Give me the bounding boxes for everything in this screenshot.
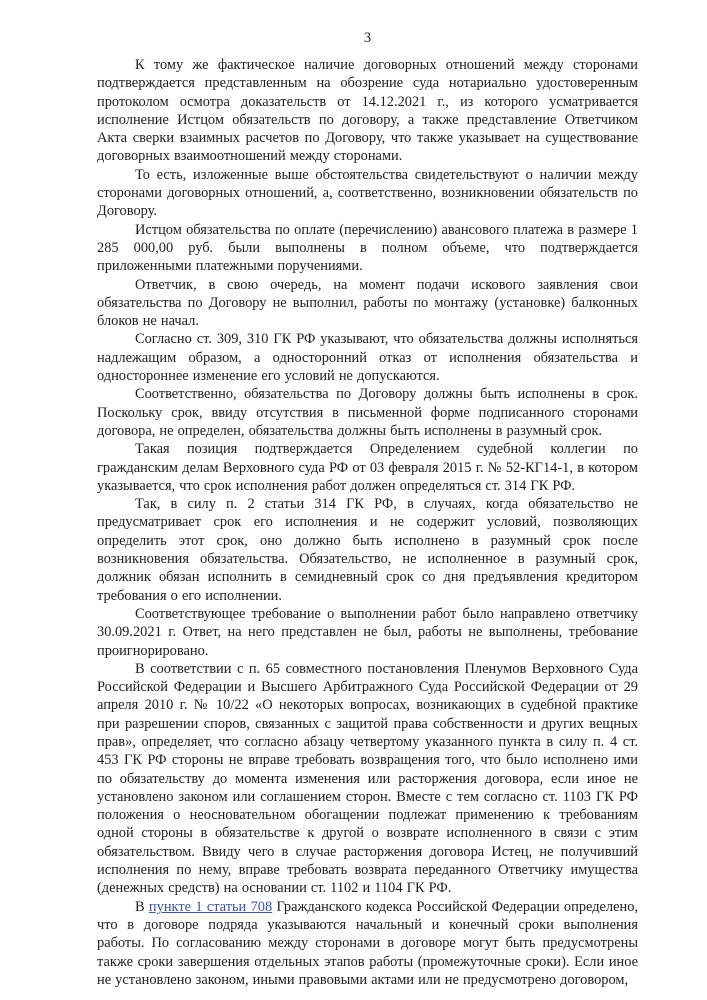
- paragraph: [97, 276, 638, 331]
- paragraph: [97, 440, 638, 495]
- paragraph-text: Так, в силу п. 2 статьи 314 ГК РФ, в случаях, когда обязательство не предусматривает срок его исполнения и не содержит условий, позволяющих определить этот срок, оно должно быть исполнено в разумный срок после возникновения обязательства. Обязательство, не исполненное в разумный срок, должник обязан исполнить в семидневный срок со дня предъявления кредитором требования о его исполнении.: [97, 496, 638, 604]
- paragraph-text: Гражданского кодекса Российской Федерации определено, что в договоре подряда указываются начальный и конечный сроки выполнения работы. По согласованию между сторонами в договоре могут быть предусмотрены также сроки завершения отдельных этапов работы (промежуточные сроки). Если иное не установлено законом, иными правовыми актами или не предусмотрено договором,: [97, 898, 638, 988]
- document-body: [97, 56, 638, 989]
- paragraph: [97, 221, 638, 276]
- paragraph-text: Истцом обязательства по оплате (перечислению) авансового платежа в размере 1 285 000,00 руб. были выполнены в полном объеме, что подтверждается приложенными платежными поручениями.: [97, 221, 638, 275]
- page-number: 3: [363, 30, 372, 46]
- paragraph-text: Такая позиция подтверждается Определением судебной коллегии по гражданским делам Верховного суда РФ от 03 февраля 2015 г. № 52-КГ14-1, в котором указывается, что срок исполнения работ должен определяться ст. 314 ГК РФ.: [97, 441, 638, 494]
- paragraph-text: Соответственно, обязательства по Договору должны быть исполнены в срок. Поскольку срок, ввиду отсутствия в письменной форме подписанного сторонами договора, не определен, обязательства должны быть исполнены в разумный срок.: [97, 386, 638, 439]
- paragraph-text: В: [135, 898, 149, 915]
- paragraph-text: То есть, изложенные выше обстоятельства свидетельствуют о наличии между сторонами договорных отношений, а, соответственно, возникновении обязательств по Договору.: [97, 166, 638, 220]
- paragraph-text: Соответствующее требование о выполнении работ было направлено ответчику 30.09.2021 г. Ответ, на него представлен не был, работы не выполнены, требование проигнорировано.: [97, 605, 638, 659]
- paragraph-text: В соответствии с п. 65 совместного постановления Пленумов Верховного Суда Российской Федерации и Высшего Арбитражного Суда Российской Федерации от 29 апреля 2010 г. № 10/22 «О некоторых вопросах, возникающих в судебной практике при разрешении споров, связанных с защитой права собственности и других вещных прав», определяет, что согласно абзацу четвертому указанного пункта в силу п. 4 ст. 453 ГК РФ стороны не вправе требовать возвращения того, что было исполнено ими по обязательству до момента изменения или расторжения договора, если иное не установлено законом или соглашением сторон. Вместе с тем согласно ст. 1103 ГК РФ положения о неосновательном обогащении подлежат применению к требованиям одной стороны в обязательстве к другой о возврате исполненного в связи с этим обязательством. Ввиду чего в случае расторжения договора Истец, не получивший исполнения по нему, вправе требовать возврата переданного Ответчику имущества (денежных средств) на основании ст. 1102 и 1104 ГК РФ.: [97, 660, 638, 897]
- paragraph-text: К тому же фактическое наличие договорных отношений между сторонами подтверждается представленным на обозрение суда нотариально удостоверенным протоколом осмотра доказательств от 14.12.2021 г., из которого усматривается исполнение Истцом обязательств по договору, а также представление Ответчиком Акта сверки взаимных расчетов по Договору, что также указывает на существование договорных взаимоотношений между сторонами.: [97, 57, 638, 165]
- link-punkt-1-stati-708[interactable]: пункте 1 статьи 708: [148, 898, 273, 915]
- paragraph: [97, 56, 638, 166]
- paragraph: [97, 495, 638, 605]
- paragraph: [97, 660, 638, 898]
- paragraph-text: Согласно ст. 309, 310 ГК РФ указывают, что обязательства должны исполняться надлежащим образом, а односторонний отказ от исполнения обязательства и одностороннее изменение его условий не допускаются.: [97, 331, 638, 385]
- paragraph: [97, 385, 638, 440]
- paragraph-text: Ответчик, в свою очередь, на момент подачи искового заявления свои обязательства по Договору не выполнил, работы по монтажу (установке) балконных блоков не начал.: [97, 276, 638, 330]
- paragraph: [97, 166, 638, 221]
- paragraph: [97, 605, 638, 660]
- paragraph: [97, 330, 638, 385]
- paragraph: [97, 898, 638, 989]
